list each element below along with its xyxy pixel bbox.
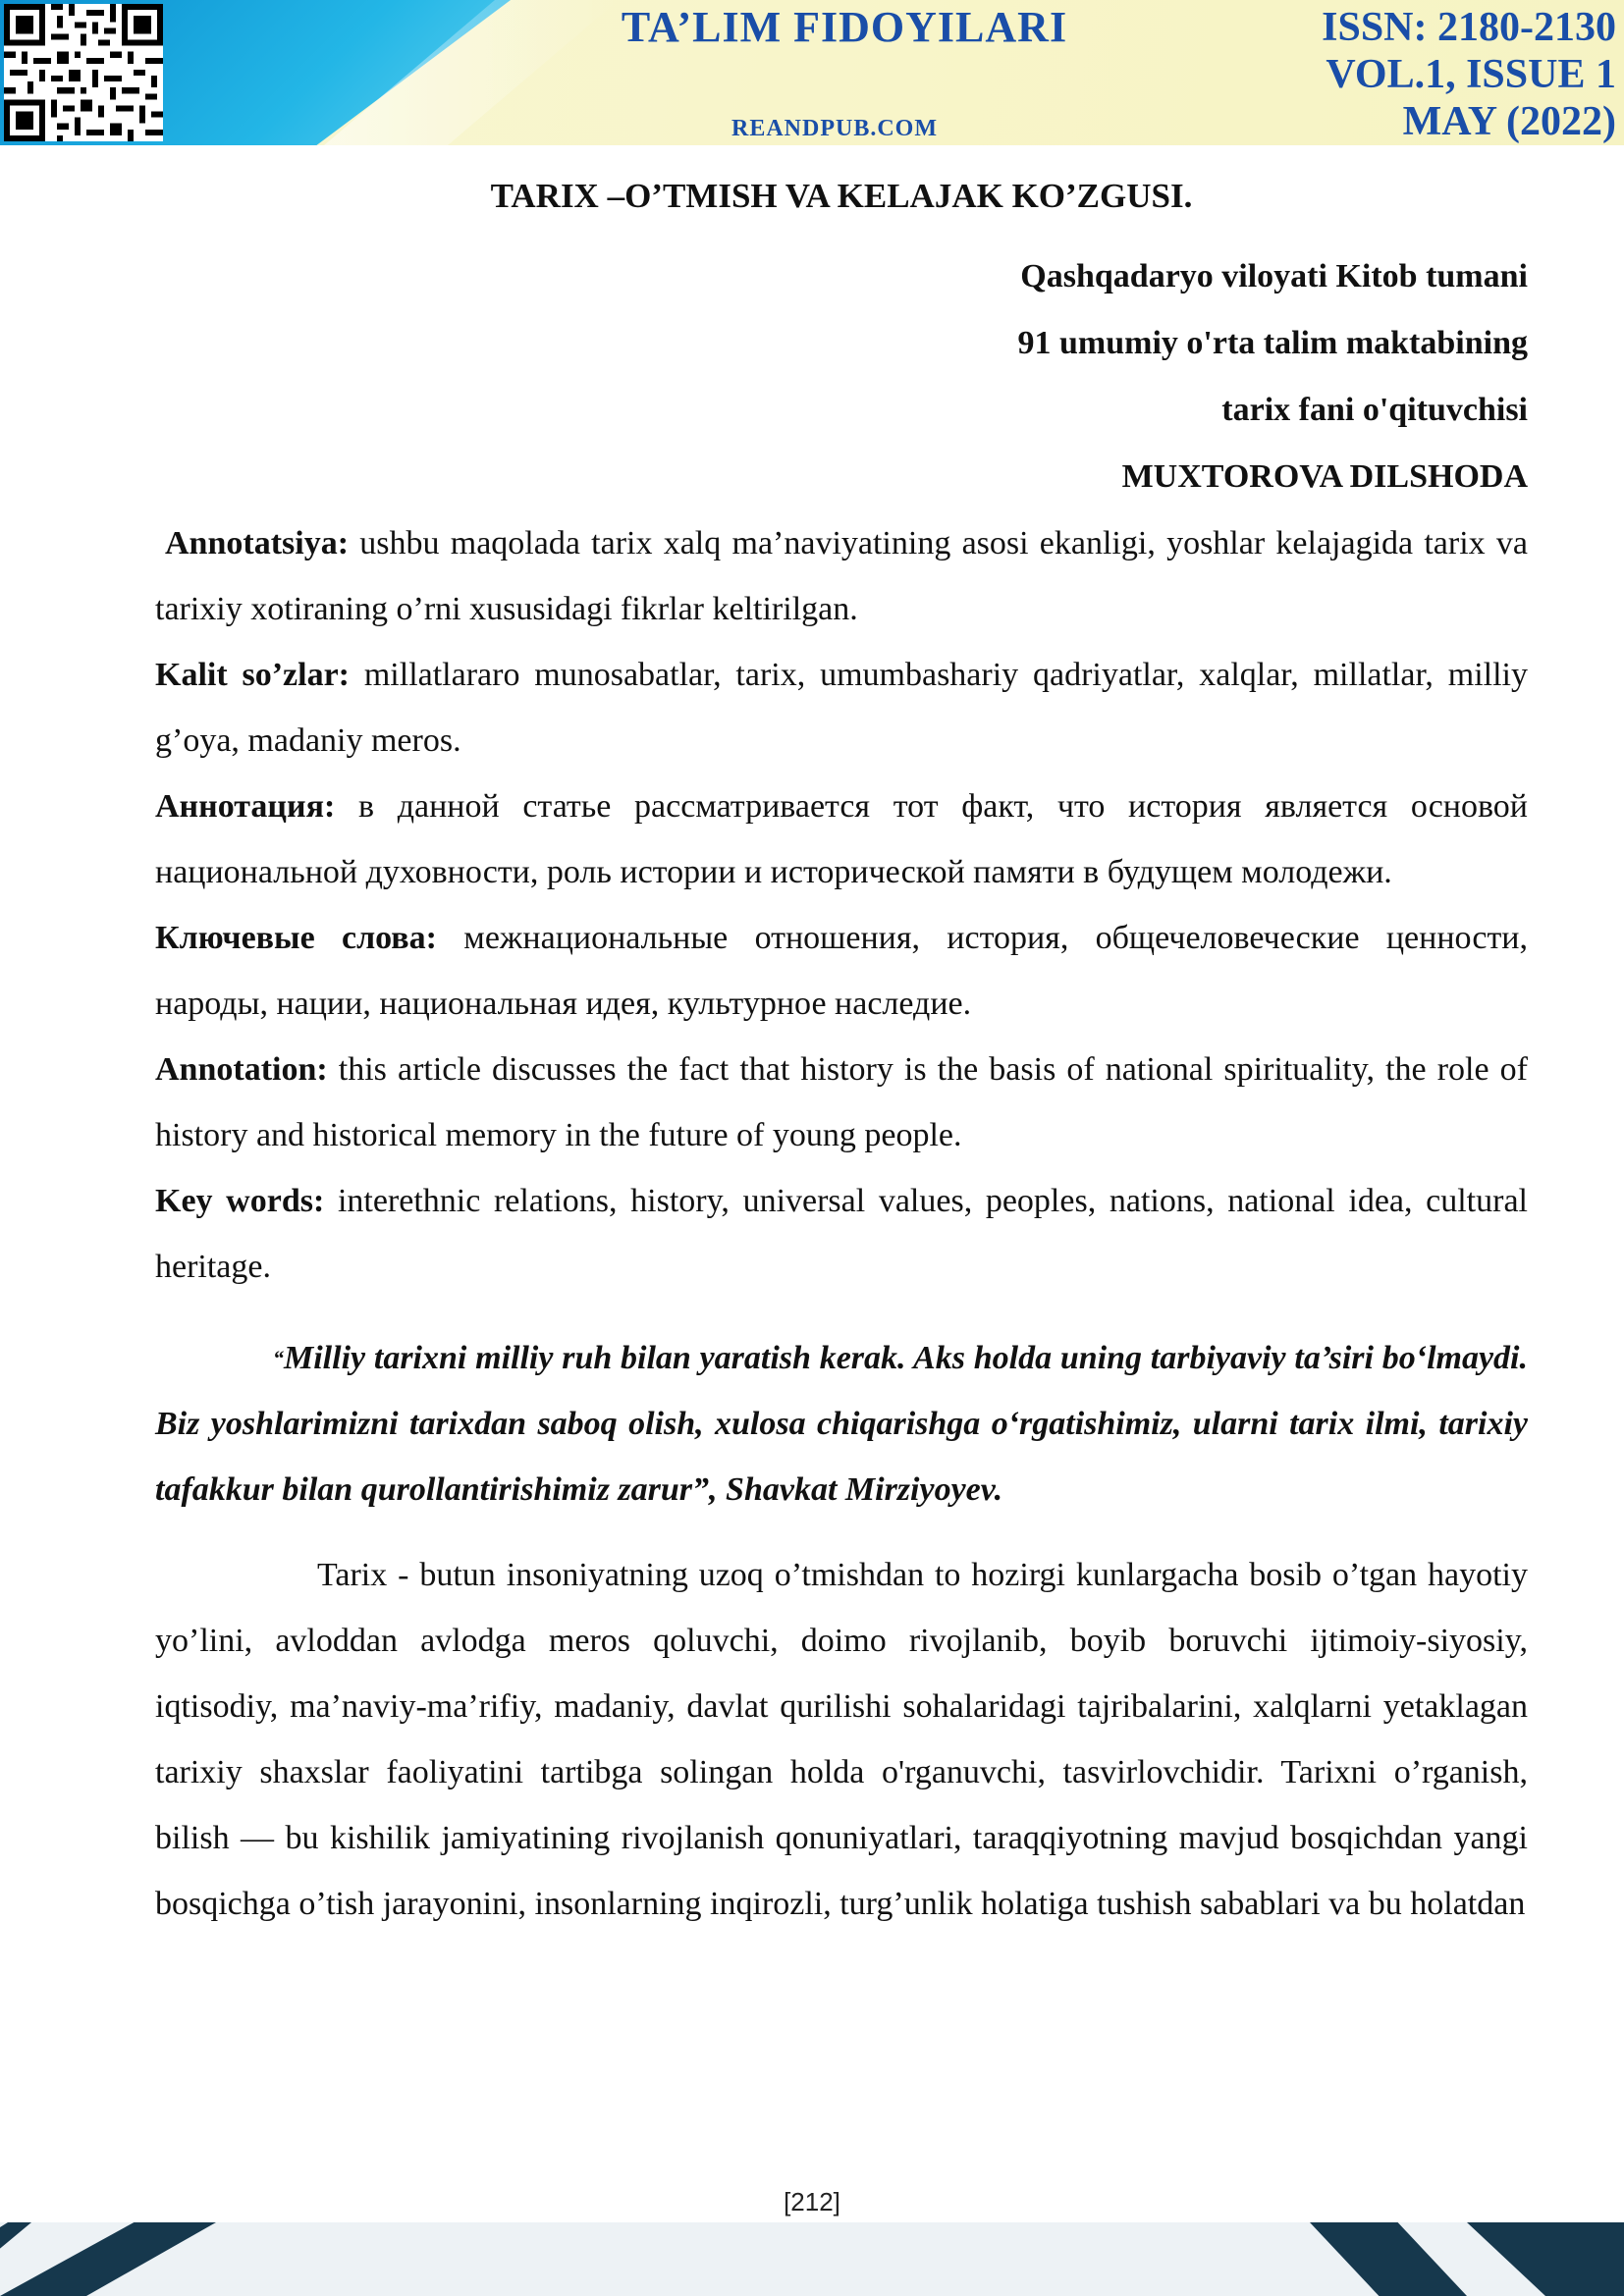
journal-title: TA’LIM FIDOYILARI xyxy=(621,3,1068,51)
annotation-en-text: this article discusses the fact that history is the basis of national spirituality, the role of history and historical memory in the future of young people. xyxy=(155,1051,1528,1153)
annotation-uz-label: Annotatsiya: xyxy=(165,525,350,561)
epigraph-text: Milliy tarixni milliy ruh bilan yaratish kerak. Aks holda uning tarbiyaviy ta’siri bo‘lmaydi. Biz yoshlarimizni tarixdan saboq olish, xulosa chiqarishga o‘rgatishimiz, ularni tarix ilmi, tarixiy tafakkur bilan qurollantirishimiz zarur”, Shavkat Mirziyoyev. xyxy=(155,1340,1528,1508)
footer-shape xyxy=(1428,2222,1624,2296)
article-content xyxy=(155,167,1528,1970)
epigraph-open-quote: “ xyxy=(273,1346,284,1370)
annotation-ru xyxy=(155,774,1528,905)
keywords-ru xyxy=(155,905,1528,1037)
annotation-ru-text: в данной статье рассматривается тот факт, что история является основой национальной духовности, роль истории и исторической памяти в будущем молодежи. xyxy=(155,788,1528,890)
annotation-en-label: Annotation: xyxy=(155,1051,328,1088)
author-line: Qashqadaryo viloyati Kitob tumani xyxy=(1020,258,1528,294)
journal-header-banner xyxy=(0,0,1624,145)
keywords-en xyxy=(155,1168,1528,1300)
author-line: tarix fani o'qituvchisi xyxy=(1221,392,1528,428)
issn-info xyxy=(1263,4,1616,145)
keywords-uz-text: millatlararo munosabatlar, tarix, umumbashariy qadriyatlar, xalqlar, millatlar, milliy g’oya, madaniy meros. xyxy=(155,657,1528,759)
author-name: MUXTOROVA DILSHODA xyxy=(1121,458,1528,495)
page-number: [212] xyxy=(784,2187,840,2216)
qr-code-icon xyxy=(4,4,163,141)
annotation-en xyxy=(155,1037,1528,1168)
keywords-ru-label: Ключевые слова: xyxy=(155,920,437,956)
annotation-uz-text: ushbu maqolada tarix xalq ma’naviyatining asosi ekanligi, yoshlar kelajagida tarix va tarixiy xotiraning o’rni xususidagi fikrlar keltirilgan. xyxy=(155,525,1528,627)
publication-date: MAY (2022) xyxy=(1402,99,1616,144)
author-line: 91 umumiy o'rta talim maktabining xyxy=(1017,325,1528,361)
body-paragraph: Tarix - butun insoniyatning uzoq o’tmishdan to hozirgi kunlargacha bosib o’tgan hayotiy yo’lini, avloddan avlodga meros qoluvchi, doimo rivojlanib, boyib boruvchi ijtimoiy-siyosiy, iqtisodiy, ma’naviy-ma’rifiy, madaniy, davlat qurilishi sohalaridagi tajribalarini, xalqlarni yetaklagan tarixiy shaxslar faoliyatini tartibga solingan holda o'rganuvchi, tasvirlovchidir. Tarixni o’rganish, bilish — bu kishilik jamiyatining rivojlanish qonuniyatlari, taraqqiyotning mavjud bosqichdan yangi bosqichga o’tish jarayonini, insonlarning inqirozli, turg’unlik holatiga tushish sabablari va bu holatdan xyxy=(155,1557,1528,1922)
footer-shape xyxy=(0,2222,216,2296)
keywords-en-text: interethnic relations, history, universal values, peoples, nations, national idea, cultural heritage. xyxy=(155,1183,1528,1285)
keywords-ru-text: межнациональные отношения, история, общечеловеческие ценности, народы, нации, национальная идея, культурное наследие. xyxy=(155,920,1529,1022)
journal-website: REANDPUB.COM xyxy=(731,116,938,141)
footer-decoration xyxy=(0,2222,1624,2296)
keywords-uz-label: Kalit so’zlar: xyxy=(155,657,351,693)
volume-issue: VOL.1, ISSUE 1 xyxy=(1326,52,1616,97)
annotation-uz xyxy=(155,510,1528,642)
keywords-uz xyxy=(155,642,1528,774)
article-title: TARIX –O’TMISH VA KELAJAK KO’ZGUSI. xyxy=(490,177,1193,215)
annotation-ru-label: Аннотация: xyxy=(155,788,336,825)
epigraph-quote xyxy=(155,1325,1528,1522)
keywords-en-label: Key words: xyxy=(155,1183,325,1219)
author-block xyxy=(155,243,1528,510)
issn-number: ISSN: 2180-2130 xyxy=(1322,5,1616,50)
